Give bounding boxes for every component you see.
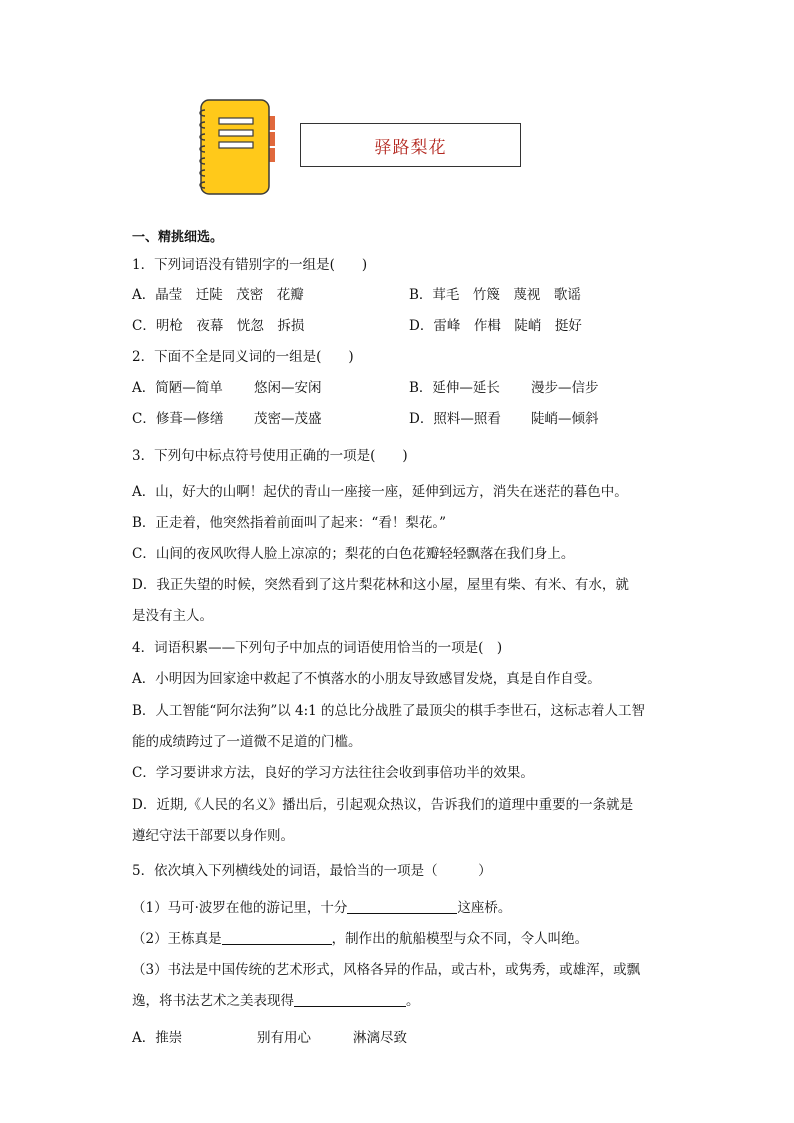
q5-s3-prefix: 逸，将书法艺术之美表现得	[132, 993, 294, 1009]
q2-option-d-2: 陡峭—倾斜	[531, 411, 599, 427]
q5-blank-3	[294, 993, 406, 1007]
q2-option-a-2: 悠闲—安闲	[254, 380, 322, 396]
q5-blank-2	[222, 931, 332, 945]
q1-option-a: A．晶莹 迁陡 茂密 花瓣	[132, 287, 304, 303]
lesson-title: 驿路梨花	[300, 123, 521, 167]
q2-option-c-2: 茂密—茂盛	[254, 411, 322, 427]
q5-s1-prefix: （1）马可·波罗在他的游记里，十分	[132, 900, 348, 916]
section-heading: 一、精挑细选。	[132, 230, 224, 245]
q5-sentence-3-line2	[132, 992, 420, 1010]
q5-option-a-2: 别有用心	[257, 1030, 311, 1046]
q2-stem: 2．下面不全是同义词的一组是( )	[132, 349, 354, 365]
q1-option-b: B．茸毛 竹篾 蔑视 歌谣	[409, 287, 581, 303]
q5-s2-suffix: ，制作出的航船模型与众不同，令人叫绝。	[331, 931, 589, 947]
q2-option-d-1: D．照料—照看	[409, 411, 501, 427]
q3-stem: 3．下列句中标点符号使用正确的一项是( )	[132, 448, 408, 464]
q5-sentence-1	[132, 899, 511, 917]
q3-option-d-line1: D．我正失望的时候，突然看到了这片梨花林和这小屋，屋里有柴、有米、有水，就	[132, 577, 629, 593]
q4-option-b-line2: 能的成绩跨过了一道微不足道的门槛。	[132, 734, 362, 750]
q4-stem: 4．词语积累——下列句子中加点的词语使用恰当的一项是( )	[132, 640, 503, 656]
q2-option-c-1: C．修葺—修缮	[132, 411, 224, 427]
q5-option-a-3: 淋漓尽致	[353, 1030, 407, 1046]
q3-option-b: B．正走着，他突然指着前面叫了起来：“看！梨花。”	[132, 515, 446, 531]
q2-option-b-2: 漫步—信步	[531, 380, 599, 396]
q2-option-b-1: B．延伸—延长	[409, 380, 500, 396]
q4-option-c: C．学习要讲求方法，良好的学习方法往往会收到事倍功半的效果。	[132, 765, 534, 781]
q3-option-d-line2: 是没有主人。	[132, 608, 213, 624]
q5-stem: 5．依次填入下列横线处的词语，最恰当的一项是（ ）	[132, 863, 492, 879]
q1-option-d: D．雷峰 作楫 陡峭 挺好	[409, 318, 582, 334]
q3-option-c: C．山间的夜风吹得人脸上凉凉的；梨花的白色花瓣轻轻飘落在我们身上。	[132, 546, 575, 562]
q5-s2-prefix: （2）王栋真是	[132, 931, 222, 947]
q4-option-a: A．小明因为回家途中救起了不慎落水的小朋友导致感冒发烧，真是自作自受。	[132, 671, 601, 687]
q4-option-d-line1: D．近期,《人民的名义》播出后，引起观众热议，告诉我们的道理中重要的一条就是	[132, 797, 634, 813]
q5-s1-suffix: 这座桥。	[457, 900, 512, 916]
q1-option-c: C．明枪 夜幕 恍忽 拆损	[132, 318, 305, 334]
q5-option-a-1: A．推崇	[132, 1030, 183, 1046]
q5-s3-suffix: 。	[406, 993, 420, 1009]
q4-option-b-line1: B．人工智能“阿尔法狗”以 4:1 的总比分战胜了最顶尖的棋手李世石，这标志着人工智	[132, 703, 646, 719]
notebook-icon	[193, 98, 279, 196]
q5-blank-1	[347, 900, 457, 914]
q5-sentence-3-line1: （3）书法是中国传统的艺术形式，风格各异的作品，或古朴，或隽秀，或雄浑，或飘	[132, 962, 641, 978]
q1-stem: 1．下列词语没有错别字的一组是( )	[132, 257, 368, 273]
q3-option-a: A．山，好大的山啊！起伏的青山一座接一座，延伸到远方，消失在迷茫的暮色中。	[132, 484, 628, 500]
q5-sentence-2	[132, 930, 588, 948]
q4-option-d-line2: 遵纪守法干部要以身作则。	[132, 828, 294, 844]
q2-option-a-1: A．简陋—简单	[132, 380, 223, 396]
